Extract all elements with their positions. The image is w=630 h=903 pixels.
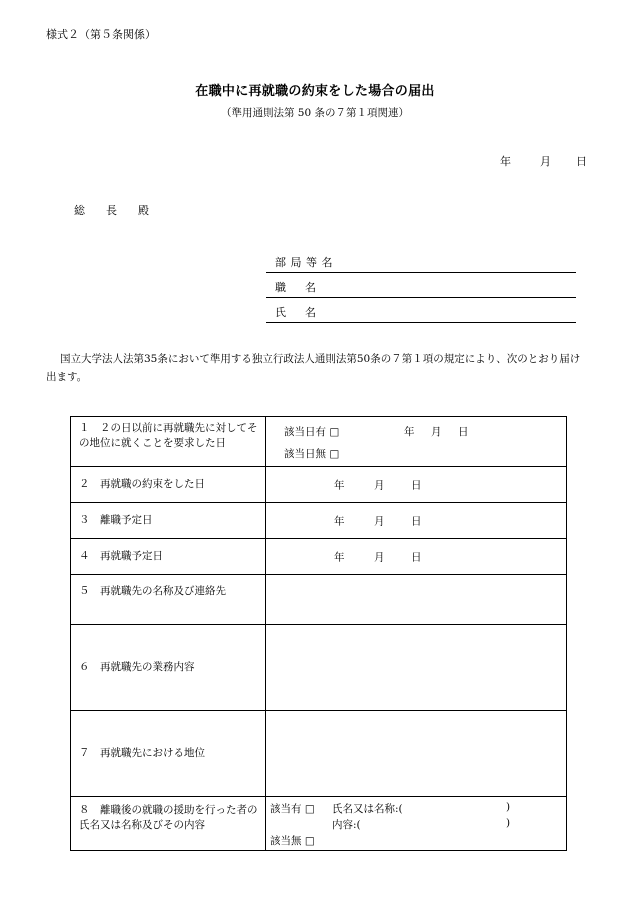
name-label: 氏名: [275, 306, 335, 319]
row8-label: ８ 離職後の就職の援助を行った者の氏名又は名称及びその内容: [71, 797, 266, 851]
form-code: 様式２（第５条関係）: [46, 28, 156, 41]
row6-label: ６ 再就職先の業務内容: [71, 625, 266, 711]
row8-content-close-paren: ): [506, 817, 511, 829]
job-title-field[interactable]: [266, 277, 576, 298]
row3-label: ３ 離職予定日: [71, 503, 266, 539]
row6-value[interactable]: [266, 625, 567, 711]
row4-month: 月: [374, 551, 385, 563]
row1-has-date-checkbox[interactable]: 該当日有 □: [284, 426, 340, 438]
row4-label: ４ 再就職予定日: [71, 539, 266, 575]
table-row: [71, 503, 567, 539]
table-row: [71, 467, 567, 503]
date-month-label: 月: [540, 155, 551, 168]
intro-paragraph: 国立大学法人法第35条において準用する独立行政法人通則法第50条の７第１項の規定により、次のとおり届け出ます。: [46, 353, 581, 383]
row3-month: 月: [374, 515, 385, 527]
row1-label: １ ２の日以前に再就職先に対してその地位に就くことを要求した日: [71, 417, 266, 467]
table-row: [71, 417, 567, 467]
row4-day: 日: [411, 551, 422, 563]
row8-content-field-label: 内容:(: [332, 819, 361, 831]
row7-value[interactable]: [266, 711, 567, 797]
row8-name-close-paren: ): [506, 801, 511, 813]
row2-day: 日: [411, 479, 422, 491]
row8-name-field-label: 氏名又は名称:(: [332, 803, 403, 815]
document-title: 在職中に再就職の約束をした場合の届出: [195, 84, 435, 99]
row4-year: 年: [334, 551, 345, 563]
row7-label: ７ 再就職先における地位: [71, 711, 266, 797]
row2-label: ２ 再就職の約束をした日: [71, 467, 266, 503]
table-row: [71, 625, 567, 711]
table-row: [71, 797, 567, 851]
notification-form-table: [70, 416, 567, 851]
row1-no-date-checkbox[interactable]: 該当日無 □: [284, 448, 340, 460]
row8-no-assistance-checkbox[interactable]: 該当無 □: [270, 835, 315, 847]
row2-month: 月: [374, 479, 385, 491]
row8-value[interactable]: [266, 797, 567, 851]
row1-date-ymd: 年 月 日: [404, 426, 472, 438]
table-row: [71, 575, 567, 625]
table-row: [71, 711, 567, 797]
document-subtitle: （準用通則法第 50 条の７第１項関連）: [220, 107, 410, 119]
name-field[interactable]: [266, 302, 576, 323]
row1-value[interactable]: [266, 417, 567, 467]
table-row: [71, 539, 567, 575]
row2-year: 年: [334, 479, 345, 491]
department-field[interactable]: [266, 252, 576, 273]
date-day-label: 日: [576, 155, 587, 168]
row3-value[interactable]: [266, 503, 567, 539]
row8-has-assistance-checkbox[interactable]: 該当有 □: [270, 803, 315, 815]
row3-day: 日: [411, 515, 422, 527]
row5-value[interactable]: [266, 575, 567, 625]
date-year-label: 年: [500, 155, 511, 168]
row5-label: ５ 再就職先の名称及び連絡先: [71, 575, 266, 625]
row2-value[interactable]: [266, 467, 567, 503]
department-label: 部局等名: [275, 256, 337, 269]
addressee: 総長殿: [74, 204, 170, 217]
row4-value[interactable]: [266, 539, 567, 575]
row3-year: 年: [334, 515, 345, 527]
job-title-label: 職名: [275, 281, 335, 294]
